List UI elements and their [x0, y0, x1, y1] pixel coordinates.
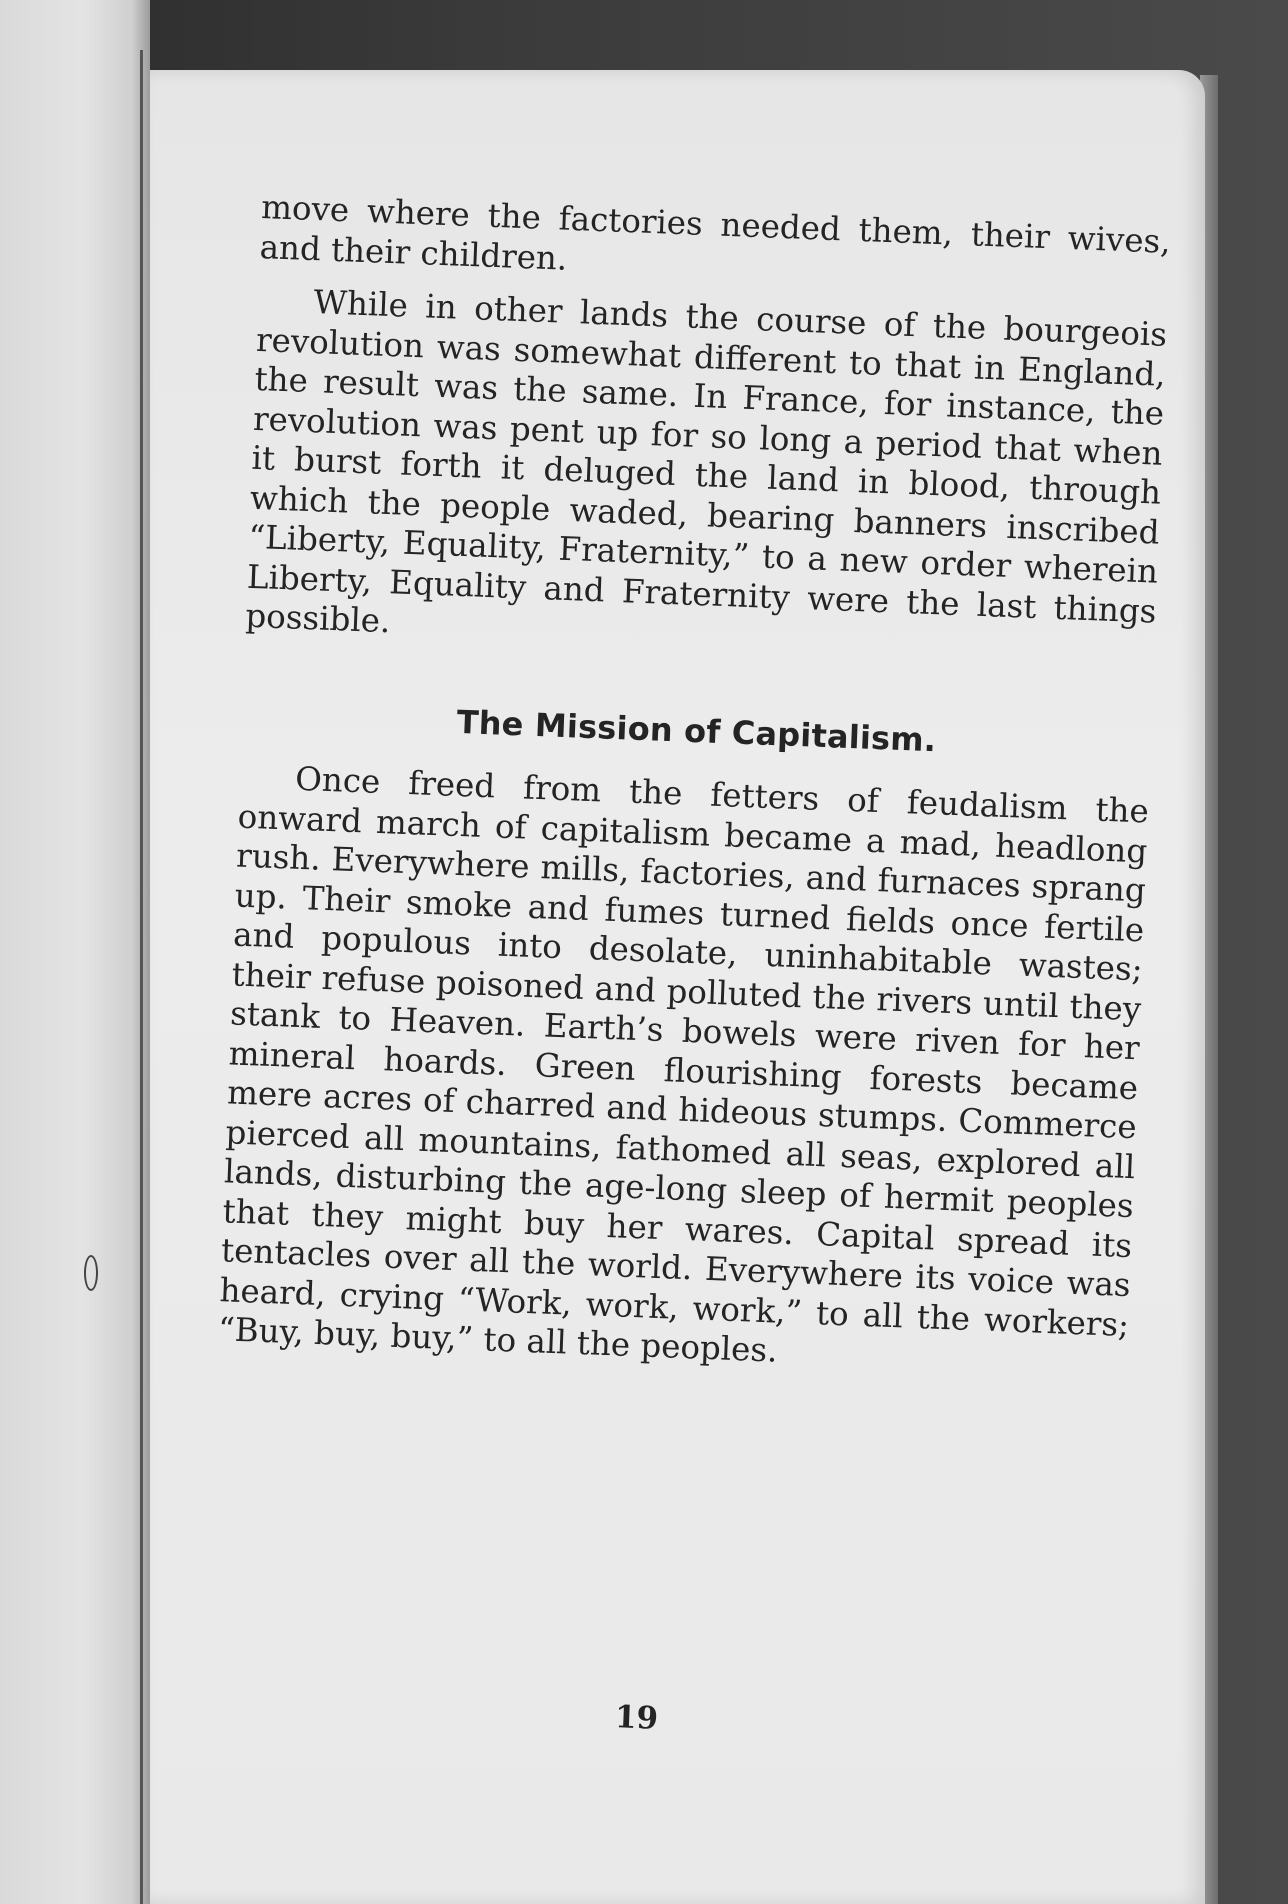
binding-mark [84, 1255, 98, 1291]
section-heading: The Mission of Capitalism. [456, 702, 937, 759]
left-page-edge [0, 0, 150, 1904]
book-gutter [140, 50, 143, 1904]
paragraph-bourgeois-revolution: While in other lands the course of the bourgeois revolution was somewhat different to that in England, the result was the same. In France, for instance, the revolution was pent up for so long a period that when it burst forth it deluged the land in blood, through which the people waded, bearing banners inscribed “Liberty, Equality, Fraternity,” to a new order wherein Liberty, Equality and Fraternity were the last things possible. [244, 283, 1168, 641]
page-text [217, 188, 1171, 1385]
paragraph-continuation: move where the factories needed them, their wives, and their children. [259, 188, 1172, 278]
paragraph-mission-of-capitalism: Once freed from the fetters of feudalism the onward march of capitalism became a mad, headlong rush. Everywhere mills, factories, and furnaces sprang up. Their smoke and fumes turned fields once fertile and populous into desolate, uninhabitable wastes; their refuse poisoned and polluted the rivers until they stank to Heaven. Earth’s bowels were riven for her mineral hoards. Green flourishing forests became mere acres of charred and hideous stumps. Commerce pierced all mountains, fathomed all seas, explored all lands, disturbing the age-long sleep of hermit peoples that they might buy her wares. Capital spread its tentacles over all the world. Everywhere its voice was heard, crying “Work, work, work,” to all the workers; “Buy, buy, buy,” to all the peoples. [217, 759, 1150, 1370]
page-number: 19 [614, 1699, 659, 1737]
